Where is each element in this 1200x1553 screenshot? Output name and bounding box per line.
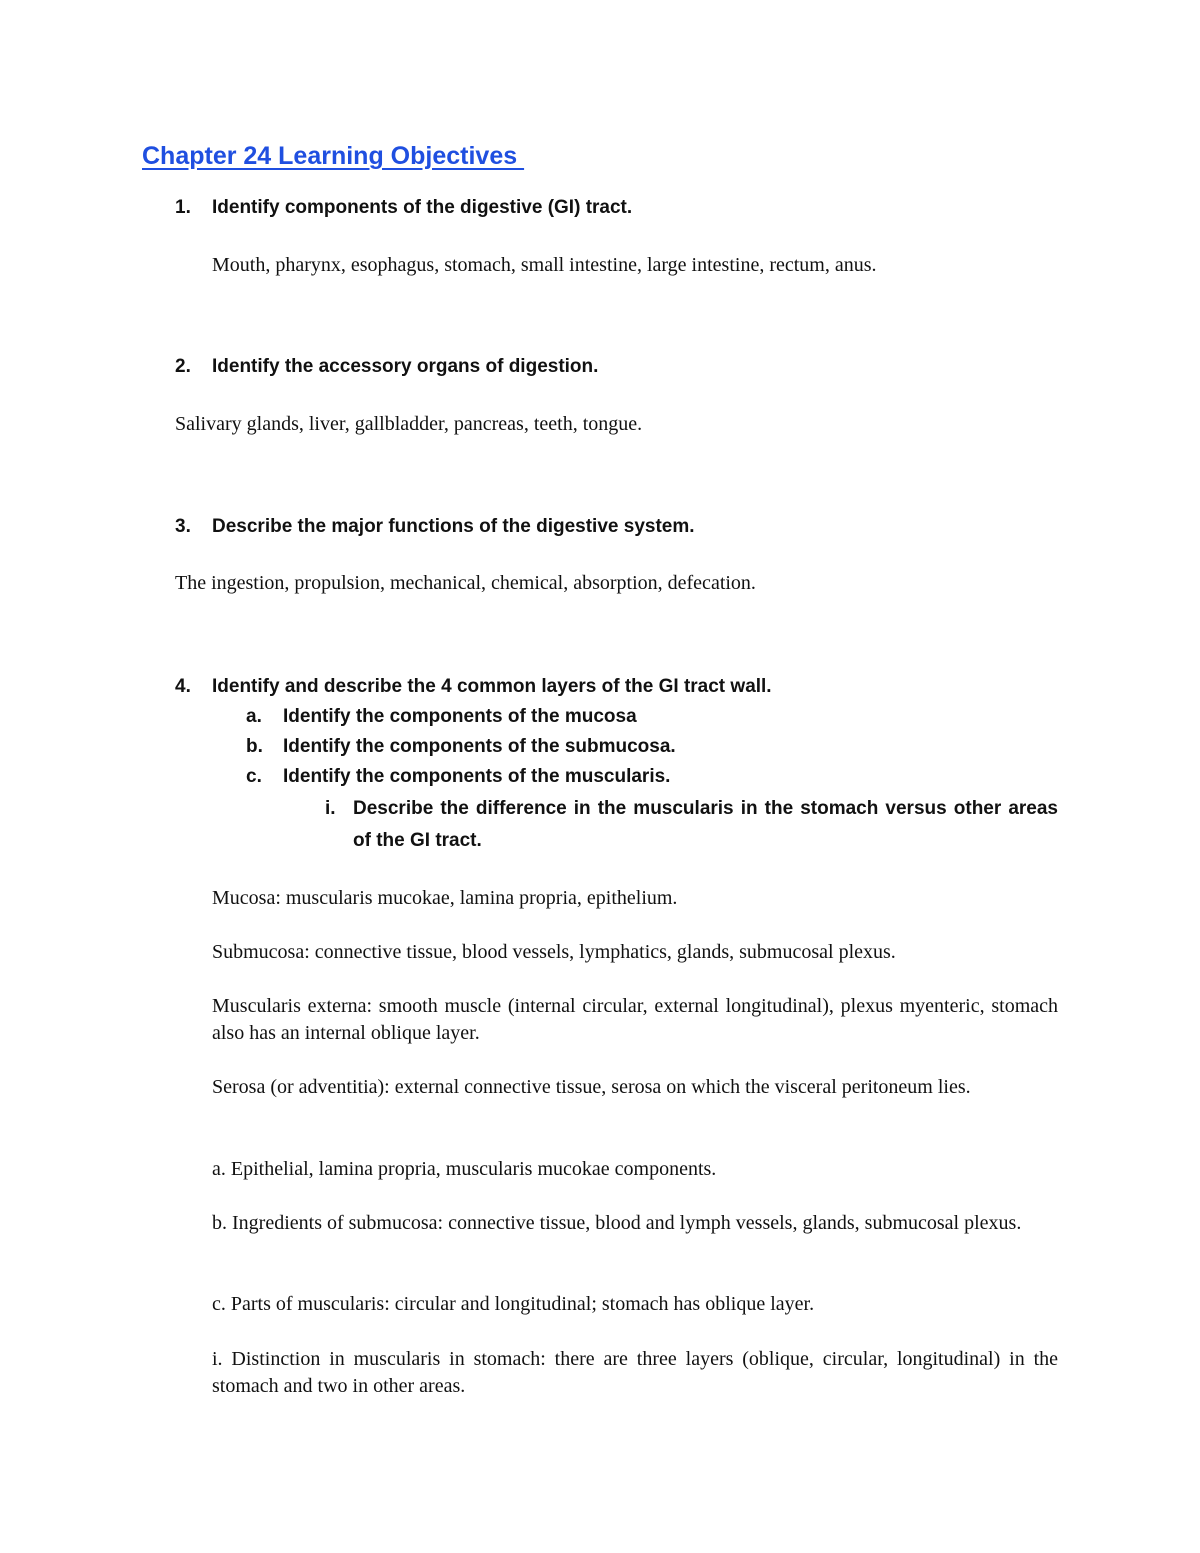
answer-a: a. Epithelial, lamina propria, muscularis mucokae components.: [212, 1158, 717, 1180]
answer-i: i. Distinction in muscularis in stomach: there are three layers (oblique, circular, longitudinal) in the stomach and two in other areas.: [212, 1348, 1058, 1397]
objective-3-answer: The ingestion, propulsion, mechanical, chemical, absorption, defecation.: [175, 572, 756, 594]
subitem-b: [246, 731, 1046, 762]
objective-question: Identify and describe the 4 common layers of the GI tract wall.: [212, 676, 772, 697]
subsubitem-text: Describe the difference in the muscularis in the stomach versus other areas of the GI tract.: [353, 798, 1058, 851]
answer-serosa: Serosa (or adventitia): external connective tissue, serosa on which the visceral peritoneum lies.: [212, 1076, 971, 1098]
subitem-letter: a.: [246, 706, 262, 727]
page-title: Chapter 24 Learning Objectives: [142, 142, 525, 170]
subitem-letter: c.: [246, 766, 262, 787]
answer-c: c. Parts of muscularis: circular and longitudinal; stomach has oblique layer.: [212, 1293, 815, 1315]
objective-2-answer: Salivary glands, liver, gallbladder, pancreas, teeth, tongue.: [175, 413, 643, 435]
objective-number: 1.: [175, 197, 191, 218]
objective-number: 2.: [175, 356, 191, 377]
objective-1-answer: Mouth, pharynx, esophagus, stomach, small intestine, large intestine, rectum, anus.: [212, 254, 877, 276]
answer-submucosa: Submucosa: connective tissue, blood vessels, lymphatics, glands, submucosal plexus.: [212, 941, 896, 963]
subitem-c: [246, 761, 1046, 792]
subsubitem-numeral: i.: [325, 798, 336, 819]
objective-question: Describe the major functions of the digestive system.: [212, 516, 695, 537]
subitem-letter: b.: [246, 736, 263, 757]
objective-question: Identify the accessory organs of digestion.: [212, 356, 599, 377]
answer-b: b. Ingredients of submucosa: connective tissue, blood and lymph vessels, glands, submucosal plexus.: [212, 1212, 1022, 1234]
objective-4: [175, 671, 1075, 702]
subitem-a: [246, 701, 1046, 732]
objective-number: 3.: [175, 516, 191, 537]
objective-question: Identify components of the digestive (GI) tract.: [212, 197, 633, 218]
subsubitem-i: [325, 793, 1065, 857]
subitem-text: Identify the components of the mucosa: [283, 706, 637, 727]
answer-muscularis: Muscularis externa: smooth muscle (internal circular, external longitudinal), plexus myenteric, stomach also has an internal oblique layer.: [212, 995, 1058, 1044]
objective-1: [175, 192, 1075, 223]
objective-3: [175, 511, 1075, 542]
answer-mucosa: Mucosa: muscularis mucokae, lamina propria, epithelium.: [212, 887, 678, 909]
objective-number: 4.: [175, 676, 191, 697]
subitem-text: Identify the components of the muscularis.: [283, 766, 671, 787]
subitem-text: Identify the components of the submucosa.: [283, 736, 676, 757]
objective-2: [175, 351, 1075, 382]
